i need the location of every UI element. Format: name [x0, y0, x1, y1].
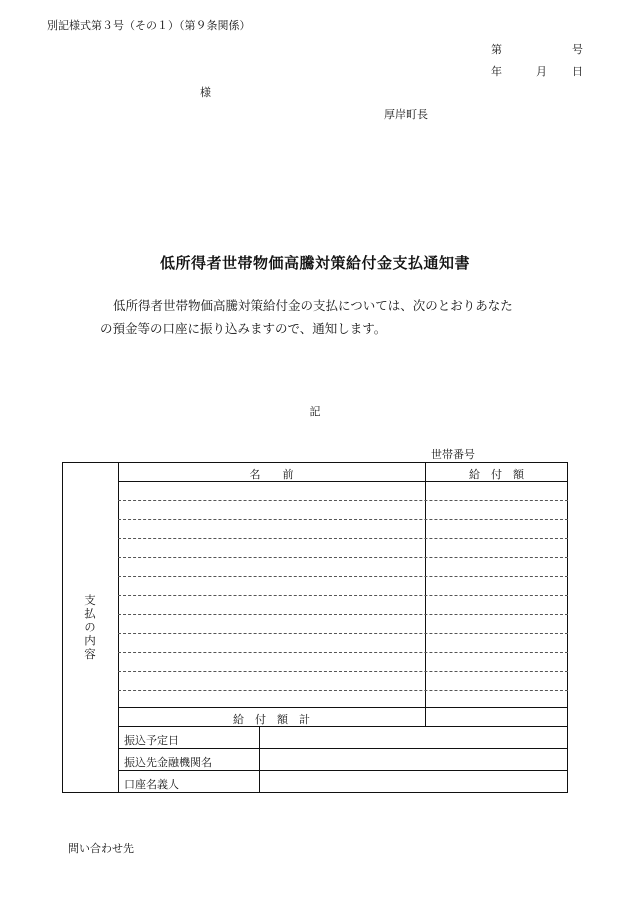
issuer-name: 厚岸町長 [384, 108, 428, 121]
column-header-name: 名 前 [249, 468, 294, 481]
scheduled-transfer-date-label: 振込予定日 [124, 734, 179, 747]
column-header-amount: 給 付 額 [469, 468, 524, 481]
financial-institution-label: 振込先金融機関名 [124, 756, 212, 769]
body-text [100, 294, 550, 340]
document-number-prefix: 第 [491, 43, 502, 56]
addressee-suffix: 様 [200, 86, 211, 99]
date-year-label: 年 [491, 65, 502, 78]
payment-table [62, 462, 568, 793]
date-month-label: 月 [536, 65, 547, 78]
total-amount-label: 給 付 額 計 [233, 713, 310, 726]
date-day-label: 日 [572, 65, 583, 78]
household-number-label: 世帯番号 [431, 448, 475, 461]
body-line-1: 低所得者世帯物価高騰対策給付金の支払については、次のとおりあなた [113, 298, 513, 313]
document-title: 低所得者世帯物価高騰対策給付金支払通知書 [159, 254, 470, 272]
ki-label: 記 [309, 405, 321, 418]
form-label: 別記様式第３号（その１）（第９条関係） [47, 19, 251, 32]
section-label: 支払の内容 [83, 593, 97, 662]
document-number-suffix: 号 [572, 43, 583, 56]
body-line-2: の預金等の口座に振り込みますので、通知します。 [100, 321, 387, 336]
inquiry-label: 問い合わせ先 [68, 842, 134, 855]
account-holder-label: 口座名義人 [124, 778, 179, 791]
